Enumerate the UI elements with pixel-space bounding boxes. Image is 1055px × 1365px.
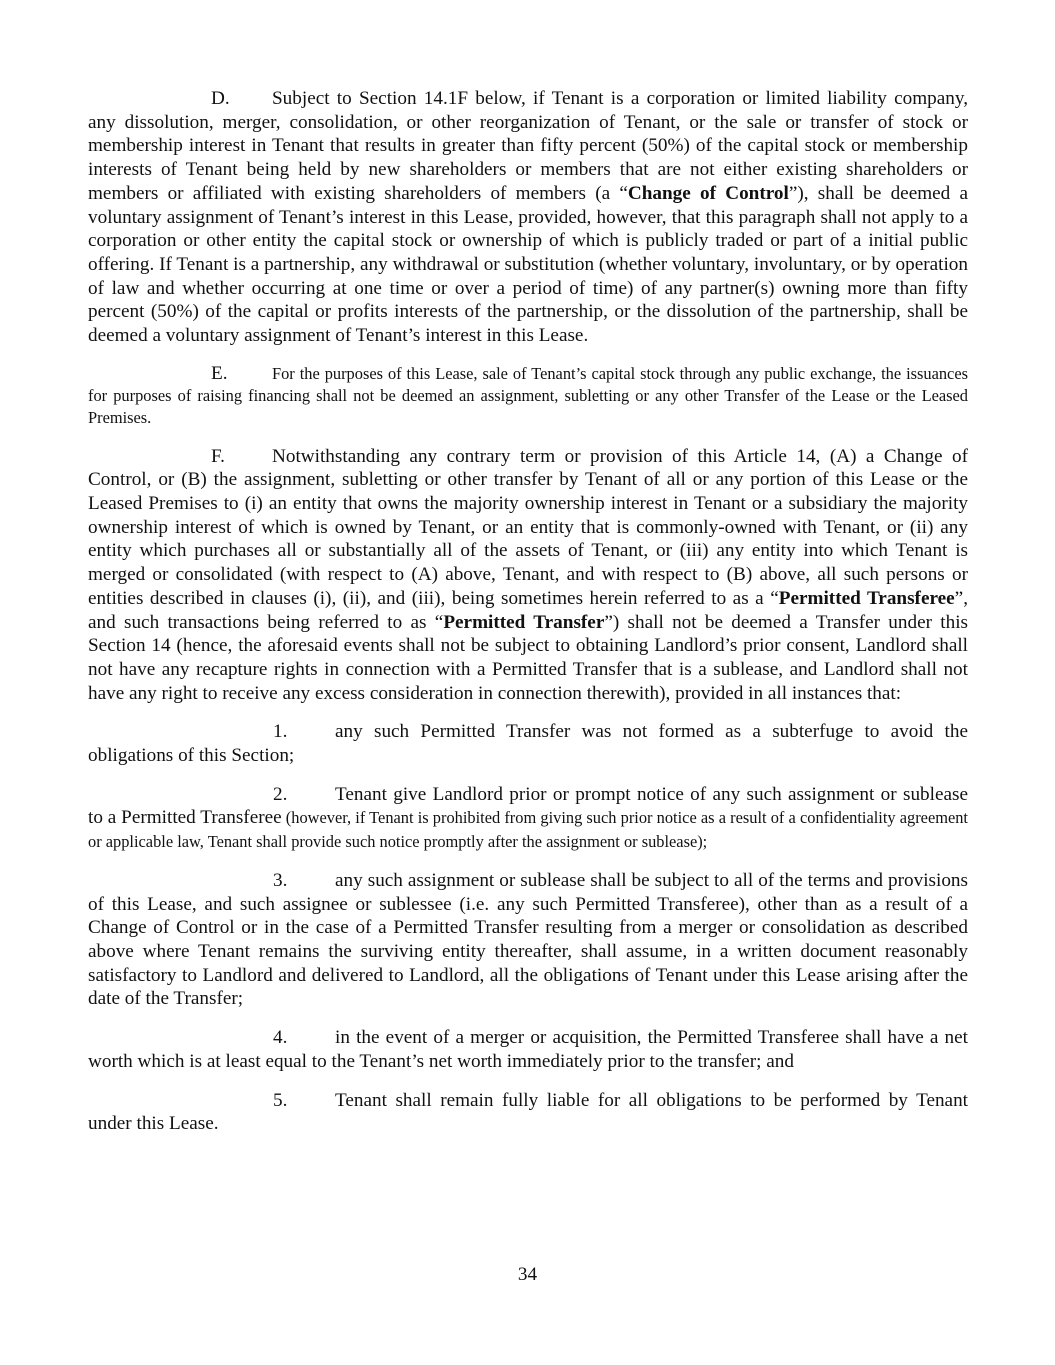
- paragraph-text: For the purposes of this Lease, sale of Tenant’s capital stock through any public exchange, the issuances for purposes of raising financing shall not be deemed an assignment, subletting or any other Transfer of the Lease or the Leased Premises.: [88, 363, 968, 428]
- paragraph-d: [88, 87, 968, 348]
- item-label: 5.: [273, 1089, 288, 1111]
- list-item-4: [88, 1026, 968, 1073]
- document-page: [88, 87, 968, 1151]
- item-text: Tenant shall remain fully liable for all obligations to be performed by Tenant under this Lease.: [88, 1089, 968, 1135]
- paragraph-label: D.: [211, 88, 230, 109]
- paragraph-text: ”) shall not be deemed a Transfer under this Section 14 (hence, the aforesaid events shall not be subject to obtaining Landlord’s prior consent, Landlord shall not have any recapture rights in connection with a Permitted Transfer that is a sublease, and Landlord shall not have any right to receive any excess consideration in connection therewith), provided in all instances that:: [88, 611, 968, 704]
- paragraph-text: ”), shall be deemed a voluntary assignment of Tenant’s interest in this Lease, provided, however, that this paragraph shall not apply to a corporation or other entity the capital stock or ownership of which is publicly traded or part of a initial public offering. If Tenant is a partnership, any withdrawal or substitution (whether voluntary, involuntary, or by operation of law and whether occurring at one time or over a period of time) of any partner(s) owning more than fifty percent (50%) of the capital or profits interests of the partnership, or the dissolution of the partnership, shall be deemed a voluntary assignment of Tenant’s interest in this Lease.: [88, 182, 968, 347]
- page-number: 34: [517, 1264, 538, 1285]
- defined-term: Change of Control: [627, 182, 789, 204]
- paragraph-e: [88, 363, 968, 430]
- paragraph-label: E.: [211, 362, 228, 384]
- paragraph-text: ”, and such transactions being referred to as “: [88, 587, 968, 633]
- list-item-3: [88, 869, 968, 1011]
- item-text: any such Permitted Transfer was not formed as a subterfuge to avoid the obligations of this Section;: [88, 721, 968, 767]
- item-text: any such assignment or sublease shall be subject to all of the terms and provisions of this Lease, and such assignee or sublessee (i.e. any such Permitted Transferee), other than as a result of a Change of Control or in the case of a Permitted Transfer resulting from a merger or consolidation as described above where Tenant remains the surviving entity thereafter, shall assume, in a written document reasonably satisfactory to Landlord and delivered to Landlord, all the obligations of Tenant under this Lease arising after the date of the Transfer;: [88, 869, 968, 1010]
- paragraph-text: Notwithstanding any contrary term or provision of this Article 14, (A) a Change of Control, or (B) the assignment, subletting or other transfer by Tenant of all or any portion of this Lease or the Leased Premises to (i) an entity that owns the majority ownership interest in Tenant or a subsidiary the majority ownership interest of which is owned by Tenant, or an entity that is commonly-owned with Tenant, or (ii) any entity which purchases all or substantially all of the assets of Tenant, or (iii) any entity into which Tenant is merged or consolidated (with respect to (A) above, Tenant, and with respect to (B) above, all such persons or entities described in clauses (i), (ii), and (iii), being sometimes herein referred to as a “: [88, 445, 968, 609]
- defined-term: Permitted Transfer: [443, 611, 605, 633]
- list-item-1: [88, 720, 968, 767]
- item-label: 2.: [273, 783, 288, 805]
- list-item-5: [88, 1089, 968, 1136]
- item-text: Tenant give Landlord prior or prompt notice of any such assignment or sublease to a Permitted Transferee: [88, 783, 968, 829]
- item-label: 1.: [273, 721, 288, 743]
- item-parenthetical: (however, if Tenant is prohibited from giving such prior notice as a result of a confidentiality agreement or applicable law, Tenant shall provide such notice promptly after the assignment or sublease);: [88, 808, 968, 852]
- paragraph-label: F.: [211, 445, 225, 467]
- item-label: 4.: [273, 1027, 288, 1049]
- paragraph-f: [88, 445, 968, 706]
- item-text: in the event of a merger or acquisition, the Permitted Transferee shall have a net worth which is at least equal to the Tenant’s net worth immediately prior to the transfer; and: [88, 1027, 968, 1072]
- defined-term: Permitted Transferee: [778, 587, 955, 609]
- paragraph-text: Subject to Section 14.1F below, if Tenant is a corporation or limited liability company, any dissolution, merger, consolidation, or other reorganization of Tenant, or the sale or transfer of stock or membership interest in Tenant that results in greater than fifty percent (50%) of the capital stock or membership interests of Tenant being held by new shareholders or members that are not either existing shareholders or members or affiliated with existing shareholders of members (a “: [88, 88, 968, 204]
- list-item-2: [88, 783, 968, 854]
- item-label: 3.: [273, 869, 288, 891]
